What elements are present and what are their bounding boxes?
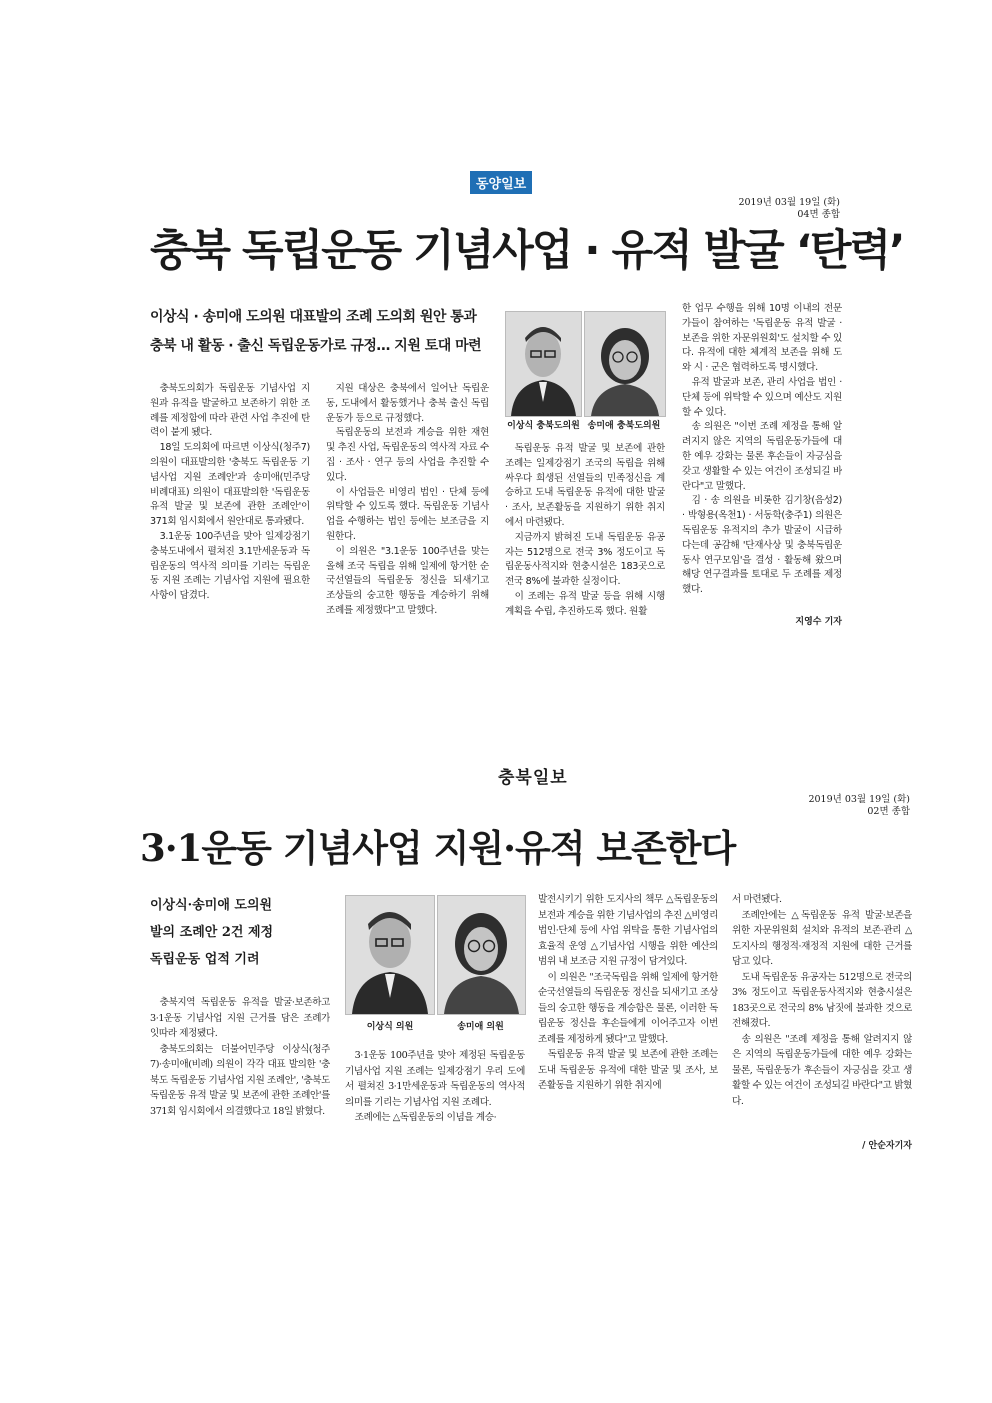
photo-caption: 이상식 충북도의원: [507, 421, 580, 431]
paragraph: 3·1운동 100주년을 맞아 제정된 독립운동 기념사업 지원 조례는 일제강점기 우리 도에서 펼쳐진 3·1만세운동과 독립운동의 역사적 의미를 기리는 기념사업 지원 조례다.: [345, 1050, 525, 1108]
issue-date: 2019년 03월 19일 (화): [808, 794, 910, 805]
subhead-2: 발의 조례안 2건 제정: [150, 925, 274, 940]
paragraph: 송 의원은 "조례 제정을 통해 알려지지 않은 지역의 독립운동가들에 대한 예우 강화는 물론, 독립운동가 후손들이 자긍심을 갖고 생활할 수 있는 여건이 조성되길 바란다"고 밝혔다.: [732, 1033, 912, 1107]
subhead-1: 이상식·송미애 도의원: [150, 898, 273, 913]
paragraph: 독립운동 유적 발굴 및 보존에 관한 조례는 도내 독립운동 유적에 대한 발굴 및 조사, 보존활동을 지원하기 위한 취지에: [538, 1049, 718, 1091]
portrait-image: [585, 312, 665, 416]
paragraph: 충북도의회가 독립운동 기념사업 지원과 유적을 발굴하고 보존하기 위한 조례를 제정함에 따라 관련 사업 추진에 탄력이 붙게 됐다.: [150, 383, 310, 439]
photo-song-miae: [584, 311, 666, 417]
portrait-image: [438, 896, 525, 1014]
paragraph: 이 사업들은 비영리 법인 · 단체 등에 위탁할 수 있도록 했다. 독립운동 기념사업을 수행하는 법인 등에는 보조금을 지원한다.: [326, 486, 489, 542]
article-column-1: [150, 382, 310, 632]
portrait-image: [346, 896, 434, 1014]
subhead-2: 충북 내 활동 · 출신 독립운동가로 규정… 지원 토대 마련: [150, 338, 482, 354]
article-column-2: [326, 382, 489, 632]
paragraph: 독립운동 유적 발굴 및 보존에 관한 조례는 일제강점기 조국의 독립을 위해 싸우다 희생된 선열들의 민족정신을 계승하고 도내 독립운동 유적에 대한 발굴 · 조사, 보존활동을 지원하기 위한 취지에서 마련됐다.: [505, 443, 665, 528]
paragraph: 유적 발굴과 보존, 관리 사업을 법인 · 단체 등에 위탁할 수 있으며 예산도 지원할 수 있다.: [682, 376, 842, 418]
article-column-3: [505, 442, 665, 632]
paragraph: 충북도의회는 더불어민주당 이상식(청주 7)·송미애(비례) 의원이 각각 대표 발의한 '충북도 독립운동 기념사업 지원 조례안', '충북도 독립운동 유적 발굴 및 보존에 관한 조례안'를 371회 임시회에서 의결했다고 18일 밝혔다.: [150, 1043, 330, 1117]
paragraph: 독립운동의 보전과 계승을 위한 재현 및 추진 사업, 독립운동의 역사적 자료 수집 · 조사 · 연구 등의 사업을 추진할 수 있다.: [326, 427, 489, 483]
headline: 3·1운동 기념사업 지원·유적 보존한다: [140, 826, 736, 870]
paragraph: 18일 도의회에 따르면 이상식(청주7) 의원이 대표발의한 '충북도 독립운동 기념사업 지원 조례안'과 송미애(민주당 비례대표) 의원이 대표발의한 '독립운동 유적 발굴 및 보존에 관한 조례안'이 371회 임시회에서 원안대로 통과됐다.: [150, 442, 310, 528]
headline: 충북 독립운동 기념사업 · 유적 발굴 ‘탄력’: [150, 226, 904, 276]
subhead-1: 이상식 · 송미애 도의원 대표발의 조례 도의회 원안 통과: [150, 309, 477, 325]
paragraph: 지원 대상은 충북에서 일어난 독립운동, 도내에서 활동했거나 충북 출신 독립운동가 등으로 규정했다.: [326, 383, 489, 424]
photo-song-miae: [437, 895, 526, 1015]
subhead-3: 독립운동 업적 기려: [150, 952, 260, 967]
paragraph: 지금까지 밝혀진 도내 독립운동 유공자는 512명으로 전국 3% 정도이고 독립운동사적지와 현충시설은 183곳으로 전국 8%에 불과한 실정이다.: [505, 531, 665, 588]
publisher-logo: 동양일보: [470, 171, 532, 194]
paragraph: 이 의원은 "3.1운동 100주년을 맞는 올해 조국 독립을 위해 일제에 항거한 순국선열들의 독립운동 정신을 되새기고 조상들의 숭고한 행동을 계승하기 위해 조례를 제정했다"고 말했다.: [326, 545, 489, 616]
article-column-4: [682, 302, 842, 614]
portrait-image: [506, 312, 581, 416]
page-section: 02면 종합: [867, 806, 910, 817]
photo-caption: 송미애 충북도의원: [587, 421, 661, 431]
page-section: 04면 종합: [797, 209, 840, 220]
photo-lee-sangsik: [345, 895, 435, 1015]
paragraph: 이 의원은 "조국독립을 위해 일제에 항거한 순국선열들의 독립운동 정신을 되새기고 조상들의 숭고한 행동을 계승함은 물론, 이러한 독립운동 정신을 후손들에게 이어주고자 이번 조례를 제정하게 됐다"고 말했다.: [538, 971, 718, 1045]
paragraph: 서 마련됐다.: [732, 894, 782, 905]
article-column-2: [345, 1048, 525, 1158]
article-column-3: [538, 892, 718, 1158]
paragraph: 조례안에는 △독립운동 유적 발굴·보존을 위한 자문위원회 설치와 유적의 보존·관리 △도지사의 행정적·재정적 지원에 대한 근거를 담고 있다.: [732, 909, 912, 967]
article-column-4: [732, 892, 912, 1138]
article-column-1: [150, 995, 330, 1155]
paragraph: 한 업무 수행을 위해 10명 이내의 전문가들이 참여하는 '독립운동 유적 발굴 · 보존을 위한 자문위원회'도 설치할 수 있다. 유적에 대한 체계적 보존을 위해 도와 시 · 군은 협력하도록 명시했다.: [682, 303, 842, 374]
photo-lee-sangsik: [505, 311, 582, 417]
byline: 지영수 기자: [795, 617, 842, 627]
paragraph: 도내 독립운동 유공자는 512명으로 전국의 3% 정도이고 독립운동사적지와 현충시설은 183곳으로 전국의 8% 남짓에 불과한 것으로 전해졌다.: [732, 971, 912, 1029]
paragraph: 조례에는 △독립운동의 이념을 계승·: [354, 1112, 497, 1123]
paragraph: 충북지역 독립운동 유적을 발굴·보존하고 3·1운동 기념사업 지원 근거를 담은 조례가 잇따라 제정됐다.: [150, 997, 330, 1039]
date-section: [760, 794, 910, 818]
paragraph: 3.1운동 100주년을 맞아 일제강점기 충북도내에서 펼쳐진 3.1만세운동과 독립운동의 역사적 의미를 기리는 독립운동 지원 조례는 기념사업 지원에 필요한 사항이 담겼다.: [150, 530, 310, 602]
photo-caption: 이상식 의원: [366, 1022, 414, 1032]
paragraph: 발전시키기 위한 도지사의 책무 △독립운동의 보전과 계승을 위한 기념사업의 추진 △비영리 법인·단체 등에 사업 위탁을 통한 기념사업의 효율적 운영 △기념사업 시행을 위한 예산의 범위 내 보조금 지원 규정이 담겨있다.: [538, 894, 718, 967]
paragraph: 이 조례는 유적 발굴 등을 위해 시행계획을 수립, 추진하도록 했다. 원활: [505, 590, 665, 617]
issue-date: 2019년 03월 19일 (화): [738, 197, 840, 208]
photo-caption: 송미애 의원: [457, 1022, 504, 1032]
paragraph: 송 의원은 "이번 조례 제정을 통해 알려지지 않은 지역의 독립운동가들에 대한 예우 강화는 물론 후손들이 자긍심을 갖고 생활할 수 있는 여건이 조성되길 바란다"고 말했다.: [682, 421, 842, 492]
paragraph: 김 · 송 의원을 비롯한 김기창(음성2) · 박형용(옥천1) · 서동학(충주1) 의원은 독립운동 유적지의 추가 발굴이 시급하다는데 공감해 '단재사상 및 충북독립운동사 연구모임'을 결성 · 활동해 왔으며 해당 연구결과를 토대로 두 조례를 제정했다.: [682, 495, 842, 596]
publisher-logo: 충북일보: [498, 768, 568, 788]
date-section: [690, 197, 840, 221]
byline: / 안순자기자: [862, 1141, 912, 1151]
